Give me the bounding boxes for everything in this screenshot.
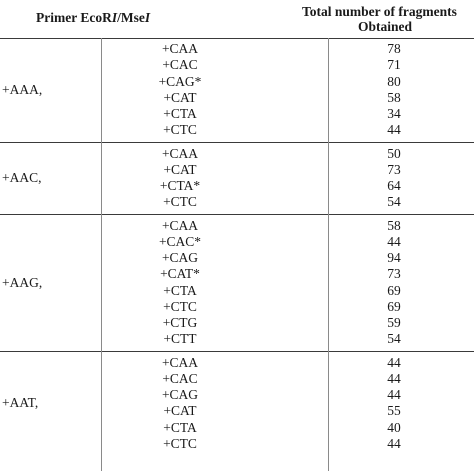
total-cell: 78 [387,41,401,56]
total-cell: 44 [387,370,401,386]
total-cell: 54 [387,331,401,347]
total-cell: 69 [387,282,401,298]
total-cell: 64 [387,178,401,193]
msei-cell: +CAA [161,217,199,233]
total-cell: 40 [387,419,401,435]
msei-cell: +CTC [163,298,197,314]
msei-cell: +CTA [163,282,197,298]
total-cell: 44 [387,387,401,402]
header-primer [36,10,150,26]
msei-cell: +CAA [161,354,199,370]
header-primer-r: R [102,10,112,25]
header-primer-i2: I [144,10,151,25]
msei-cell: +CTA [163,419,197,435]
ecori-cell: +AAG, [2,274,43,290]
total-cell: 58 [387,217,401,233]
total-cell: 69 [387,298,401,314]
header-primer-sep: /Mse [117,10,145,25]
column-rule [328,38,329,471]
msei-cell: +CTA* [159,178,201,193]
msei-cell: +CTC [163,194,197,210]
msei-cell: +CTT [163,331,197,347]
header-total-line2: Obtained [358,19,413,34]
msei-cell: +CTG [162,315,198,330]
total-cell: 80 [387,73,401,89]
ecori-cell: +AAA, [2,81,43,97]
total-cell: 54 [387,194,401,210]
total-cell: 55 [387,403,401,419]
msei-cell: +CAT [163,403,197,419]
total-cell: 34 [387,106,401,121]
total-cell: 44 [387,435,401,451]
group-rule [0,142,474,143]
total-cell: 44 [387,233,401,249]
msei-cell: +CAA [161,41,199,56]
total-cell: 59 [387,315,401,330]
total-cell: 50 [387,145,401,161]
msei-cell: +CTC [163,435,197,451]
msei-cell: +CAC [162,370,198,386]
group-rule [0,214,474,215]
header-primer-i1: I [111,10,118,25]
header-rule [0,38,474,39]
msei-cell: +CAT [163,89,197,105]
msei-cell: +CAG* [158,73,202,89]
total-cell: 44 [387,122,401,138]
total-cell: 94 [387,250,401,265]
ecori-cell: +AAT, [2,395,39,411]
total-cell: 73 [387,161,401,177]
ecori-cell: +AAC, [2,170,42,185]
msei-cell: +CAT [163,161,197,177]
msei-cell: +CAG [161,250,199,265]
msei-cell: +CTA [163,106,197,121]
header-primer-prefix: Primer Eco [36,10,103,25]
column-rule [101,38,102,471]
total-cell: 71 [387,57,401,73]
header-total-line1: Total number of fragments [302,4,457,19]
total-cell: 44 [387,354,401,370]
msei-cell: +CTC [163,122,197,138]
msei-cell: +CAT* [160,266,200,282]
msei-cell: +CAC* [158,233,202,249]
msei-cell: +CAC [162,57,198,73]
total-cell: 58 [387,89,401,105]
group-rule [0,351,474,352]
msei-cell: +CAG [161,387,199,402]
total-cell: 73 [387,266,401,282]
msei-cell: +CAA [161,145,199,161]
